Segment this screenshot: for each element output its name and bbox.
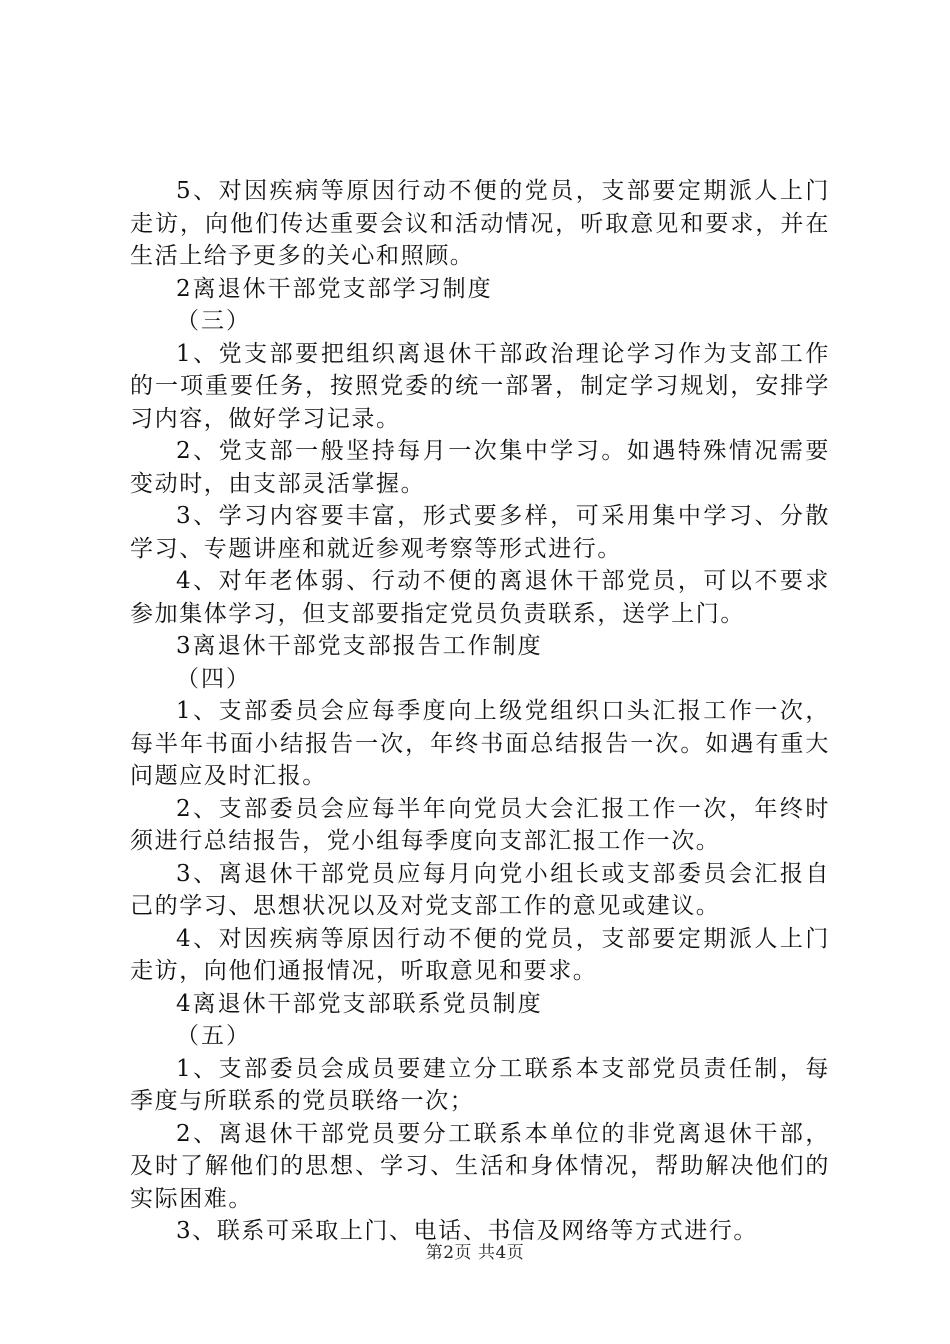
paragraph-contact-1: 1、支部委员会成员要建立分工联系本支部党员责任制，每季度与所联系的党员联络一次；	[130, 1055, 830, 1114]
section-number-4: （四）	[176, 665, 251, 692]
section-number-5: （五）	[176, 1023, 251, 1049]
page-footer	[0, 1238, 950, 1263]
paragraph-study-2: 2、党支部一般坚持每月一次集中学习。如遇特殊情况需要变动时，由支部灵活掌握。	[130, 438, 830, 497]
paragraph-contact-3: 3、联系可采取上门、电话、书信及网络等方式进行。	[176, 1218, 759, 1244]
page-number-label: 第2页 共4页	[425, 1243, 525, 1263]
paragraph-report-3: 3、离退休干部党员应每月向党小组长或支部委员会汇报自己的学习、思想状况以及对党支部工作的意见或建议。	[130, 860, 830, 919]
paragraph-study-4: 4、对年老体弱、行动不便的离退休干部党员，可以不要求参加集体学习，但支部要指定党员负责联系，送学上门。	[130, 568, 830, 627]
document-body	[130, 175, 830, 1248]
paragraph-study-3: 3、学习内容要丰富，形式要多样，可采用集中学习、分散学习、专题讲座和就近参观考察等形式进行。	[130, 503, 830, 562]
section-heading-contact-system: 4离退休干部党支部联系党员制度	[176, 990, 543, 1017]
paragraph-study-1: 1、党支部要把组织离退休干部政治理论学习作为支部工作的一项重要任务，按照党委的统一部署，制定学习规划，安排学习内容，做好学习记录。	[130, 340, 830, 432]
paragraph-item-5-visit: 5、对因疾病等原因行动不便的党员，支部要定期派人上门走访，向他们传达重要会议和活动情况，听取意见和要求，并在生活上给予更多的关心和照顾。	[130, 178, 830, 269]
section-heading-study-system: 2离退休干部党支部学习制度	[176, 275, 493, 302]
paragraph-report-2: 2、支部委员会应每半年向党员大会汇报工作一次，年终时须进行总结报告，党小组每季度向支部汇报工作一次。	[130, 795, 830, 854]
paragraph-contact-2: 2、离退休干部党员要分工联系本单位的非党离退休干部，及时了解他们的思想、学习、生活和身体情况，帮助解决他们的实际困难。	[130, 1120, 830, 1212]
section-number-3: （三）	[176, 308, 251, 334]
paragraph-report-1: 1、支部委员会应每季度向上级党组织口头汇报工作一次，每半年书面小结报告一次，年终书面总结报告一次。如遇有重大问题应及时汇报。	[130, 698, 830, 789]
paragraph-report-4: 4、对因疾病等原因行动不便的党员，支部要定期派人上门走访，向他们通报情况，听取意见和要求。	[130, 925, 830, 984]
section-heading-report-system: 3离退休干部党支部报告工作制度	[176, 633, 543, 659]
